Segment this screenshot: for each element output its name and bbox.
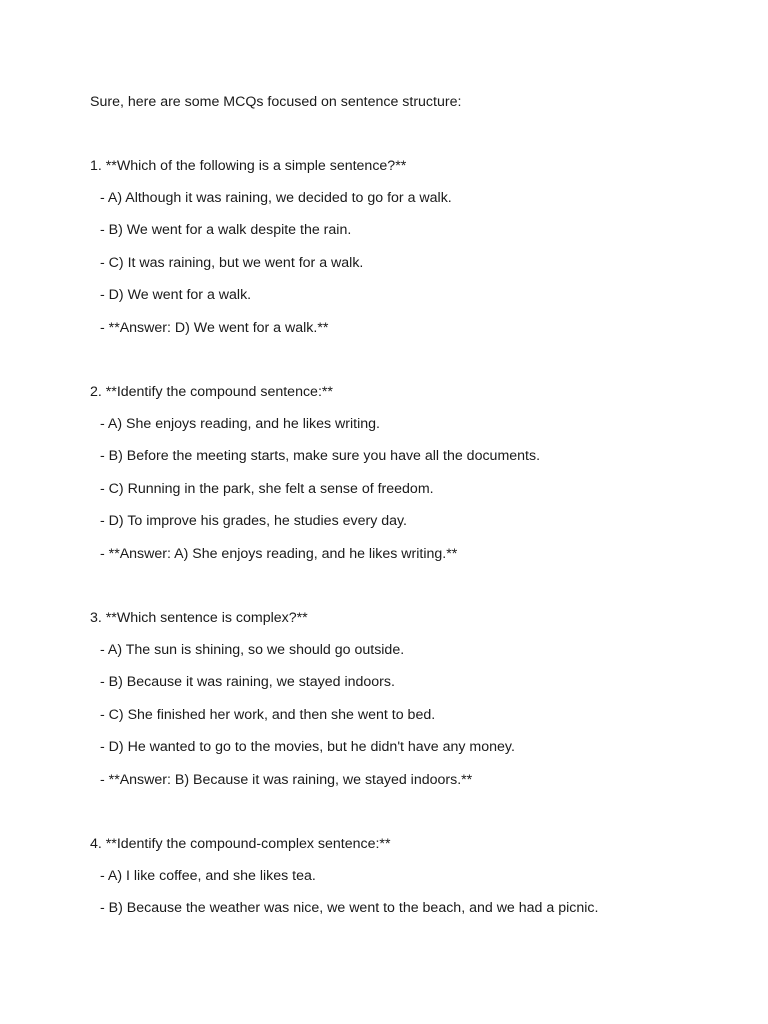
- option-a: - A) Although it was raining, we decided to go for a walk.: [100, 190, 452, 206]
- question-3: [90, 610, 730, 804]
- question-title: 4. **Identify the compound-complex sentence:**: [90, 836, 391, 852]
- option-a: - A) She enjoys reading, and he likes writing.: [100, 416, 380, 432]
- option-b: - B) Before the meeting starts, make sure you have all the documents.: [100, 448, 541, 465]
- question-2: [90, 384, 730, 578]
- option-a: - A) The sun is shining, so we should go outside.: [100, 642, 405, 658]
- option-d: - D) We went for a walk.: [100, 287, 252, 304]
- option-b: - B) Because it was raining, we stayed indoors.: [100, 674, 395, 691]
- option-c: - C) She finished her work, and then she went to bed.: [100, 706, 436, 723]
- option-c: - C) It was raining, but we went for a walk.: [100, 254, 364, 271]
- option-d: - D) To improve his grades, he studies every day.: [100, 513, 408, 530]
- option-b: - B) We went for a walk despite the rain.: [100, 222, 352, 239]
- question-title: 1. **Which of the following is a simple sentence?**: [90, 158, 407, 174]
- option-b: - B) Because the weather was nice, we went to the beach, and we had a picnic.: [100, 900, 599, 917]
- question-title: 2. **Identify the compound sentence:**: [90, 384, 333, 400]
- question-1: [90, 158, 730, 352]
- question-4: [90, 836, 730, 933]
- option-a: - A) I like coffee, and she likes tea.: [100, 868, 316, 884]
- option-c: - C) Running in the park, she felt a sense of freedom.: [100, 480, 434, 497]
- question-title: 3. **Which sentence is complex?**: [90, 610, 308, 626]
- option-d: - D) He wanted to go to the movies, but he didn't have any money.: [100, 739, 515, 756]
- answer-line: - **Answer: B) Because it was raining, we stayed indoors.**: [100, 771, 473, 788]
- intro-text: Sure, here are some MCQs focused on sentence structure:: [90, 94, 462, 110]
- answer-line: - **Answer: A) She enjoys reading, and he likes writing.**: [100, 545, 458, 562]
- answer-line: - **Answer: D) We went for a walk.**: [100, 319, 329, 336]
